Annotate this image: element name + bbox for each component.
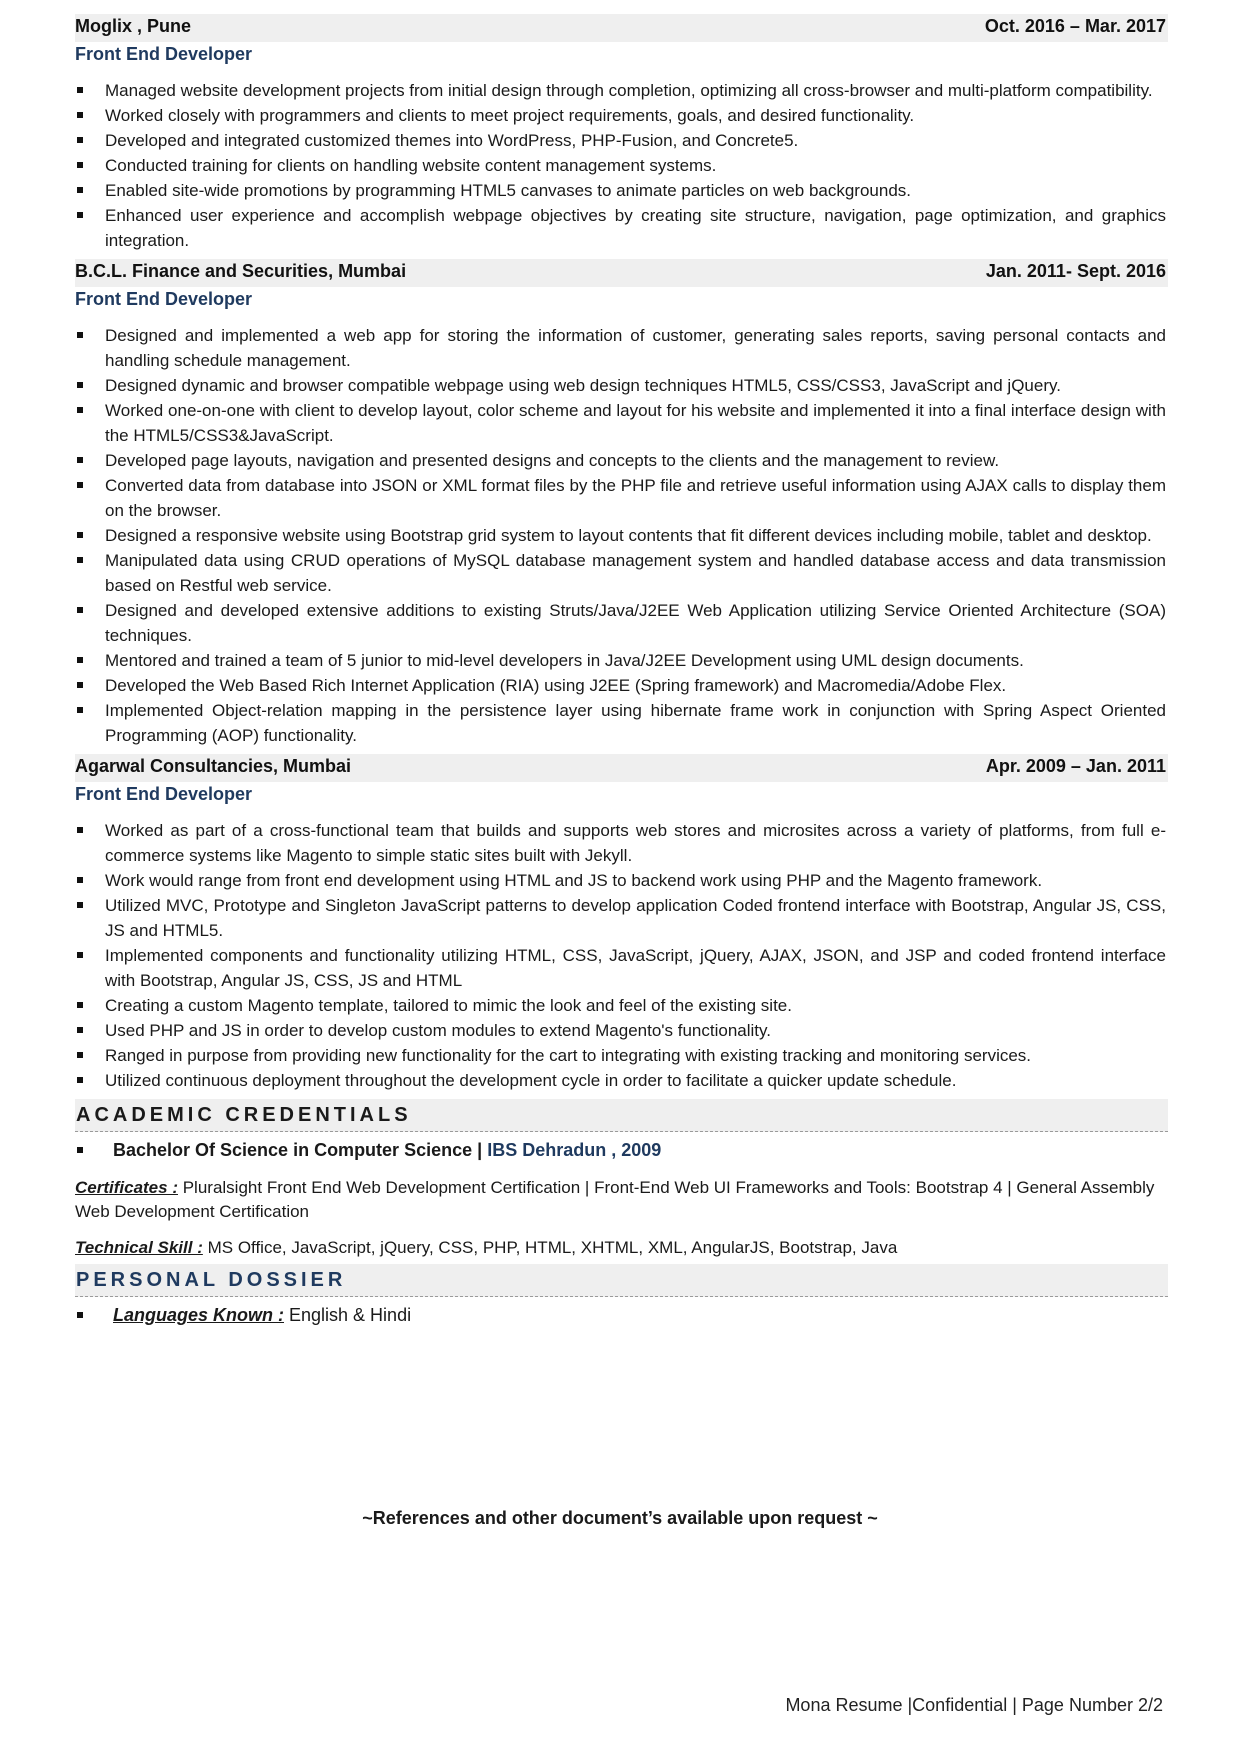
job-role: Front End Developer bbox=[75, 784, 253, 804]
academic-section-title: ACADEMIC CREDENTIALS bbox=[75, 1099, 1168, 1132]
list-item: Developed the Web Based Rich Internet Application (RIA) using J2EE (Spring framework) and Macromedia/Adobe Flex. bbox=[75, 673, 1168, 698]
list-item: Developed page layouts, navigation and presented designs and concepts to the clients and the management to review. bbox=[75, 448, 1168, 473]
list-item: Enabled site-wide promotions by programming HTML5 canvases to animate particles on web backgrounds. bbox=[75, 178, 1168, 203]
list-item: Designed and developed extensive additions to existing Struts/Java/J2EE Web Application utilizing Service Oriented Architecture (SOA) techniques. bbox=[75, 598, 1168, 648]
job-role: Front End Developer bbox=[75, 44, 253, 64]
company-name: B.C.L. Finance and Securities, Mumbai bbox=[75, 261, 407, 281]
institution: IBS Dehradun , 2009 bbox=[487, 1140, 662, 1160]
list-item: Utilized continuous deployment throughout the development cycle in order to facilitate a quicker update schedule. bbox=[75, 1068, 1168, 1093]
company-name: Moglix , Pune bbox=[75, 16, 192, 36]
job-header bbox=[75, 14, 1168, 42]
list-item: Worked one-on-one with client to develop layout, color scheme and layout for his website and implemented it into a final interface design with the HTML5/CSS3&JavaScript. bbox=[75, 398, 1168, 448]
job-dates: Oct. 2016 – Mar. 2017 bbox=[984, 16, 1166, 36]
list-item: Creating a custom Magento template, tailored to mimic the look and feel of the existing site. bbox=[75, 993, 1168, 1018]
list-item: Enhanced user experience and accomplish webpage objectives by creating site structure, navigation, page optimization, and graphics integration. bbox=[75, 203, 1168, 253]
references-note: ~References and other document’s available upon request ~ bbox=[362, 1508, 878, 1528]
job-bullets bbox=[75, 323, 1168, 748]
list-item: Worked closely with programmers and clients to meet project requirements, goals, and desired functionality. bbox=[75, 103, 1168, 128]
list-item: Implemented components and functionality utilizing HTML, CSS, JavaScript, jQuery, AJAX, JSON, and JSP and coded frontend interface with Bootstrap, Angular JS, CSS, JS and HTML bbox=[75, 943, 1168, 993]
job-role: Front End Developer bbox=[75, 289, 253, 309]
list-item: Mentored and trained a team of 5 junior to mid-level developers in Java/J2EE Development using UML design documents. bbox=[75, 648, 1168, 673]
job-dates: Apr. 2009 – Jan. 2011 bbox=[985, 756, 1166, 776]
list-item: Converted data from database into JSON or XML format files by the PHP file and retrieve useful information using AJAX calls to display them on the browser. bbox=[75, 473, 1168, 523]
list-item: Worked as part of a cross-functional team that builds and supports web stores and microsites across a variety of platforms, from full e-commerce systems like Magento to simple static sites built with Jekyll. bbox=[75, 818, 1168, 868]
list-item: Designed a responsive website using Bootstrap grid system to layout contents that fit different devices including mobile, tablet and desktop. bbox=[75, 523, 1168, 548]
list-item: Designed dynamic and browser compatible webpage using web design techniques HTML5, CSS/CSS3, JavaScript and jQuery. bbox=[75, 373, 1168, 398]
job-header bbox=[75, 259, 1168, 287]
list-item: Work would range from front end development using HTML and JS to backend work using PHP and the Magento framework. bbox=[75, 868, 1168, 893]
education-item bbox=[75, 1136, 1168, 1164]
separator: | bbox=[477, 1140, 483, 1160]
personal-section-title: PERSONAL DOSSIER bbox=[75, 1264, 1168, 1297]
technical-skill-text: MS Office, JavaScript, jQuery, CSS, PHP, HTML, XHTML, XML, AngularJS, Bootstrap, Java bbox=[207, 1238, 898, 1257]
job-entry bbox=[75, 14, 1168, 253]
job-dates: Jan. 2011- Sept. 2016 bbox=[985, 261, 1166, 281]
languages-text: English & Hindi bbox=[289, 1305, 412, 1325]
list-item: Ranged in purpose from providing new functionality for the cart to integrating with existing tracking and monitoring services. bbox=[75, 1043, 1168, 1068]
certificates-label: Certificates : bbox=[75, 1178, 178, 1197]
list-item: Manipulated data using CRUD operations of MySQL database management system and handled database access and data transmission based on Restful web service. bbox=[75, 548, 1168, 598]
list-item: Utilized MVC, Prototype and Singleton JavaScript patterns to develop application Coded frontend interface with Bootstrap, Angular JS, CSS, JS and HTML5. bbox=[75, 893, 1168, 943]
job-header bbox=[75, 754, 1168, 782]
job-bullets bbox=[75, 818, 1168, 1093]
technical-skill bbox=[75, 1236, 1168, 1260]
list-item: Implemented Object-relation mapping in the persistence layer using hibernate frame work in conjunction with Spring Aspect Oriented Programming (AOP) functionality. bbox=[75, 698, 1168, 748]
degree: Bachelor Of Science in Computer Science bbox=[113, 1140, 473, 1160]
list-item: Managed website development projects from initial design through completion, optimizing all cross-browser and multi-platform compatibility. bbox=[75, 78, 1168, 103]
languages-label: Languages Known : bbox=[113, 1305, 284, 1325]
job-entry bbox=[75, 259, 1168, 748]
resume-page bbox=[75, 14, 1168, 1329]
list-item: Used PHP and JS in order to develop custom modules to extend Magento's functionality. bbox=[75, 1018, 1168, 1043]
list-item: Conducted training for clients on handling website content management systems. bbox=[75, 153, 1168, 178]
technical-skill-label: Technical Skill : bbox=[75, 1238, 203, 1257]
list-item: Designed and implemented a web app for storing the information of customer, generating sales reports, saving personal contacts and handling schedule management. bbox=[75, 323, 1168, 373]
certificates bbox=[75, 1176, 1168, 1224]
page-footer: Mona Resume |Confidential | Page Number 2/2 bbox=[785, 1695, 1163, 1715]
job-bullets bbox=[75, 78, 1168, 253]
company-name: Agarwal Consultancies, Mumbai bbox=[75, 756, 352, 776]
job-entry bbox=[75, 754, 1168, 1093]
list-item: Developed and integrated customized themes into WordPress, PHP-Fusion, and Concrete5. bbox=[75, 128, 1168, 153]
languages-item bbox=[75, 1301, 1168, 1329]
certificates-text: Pluralsight Front End Web Development Certification | Front-End Web UI Frameworks and Tools: Bootstrap 4 | General Assembly Web Development Certification bbox=[75, 1178, 1155, 1221]
